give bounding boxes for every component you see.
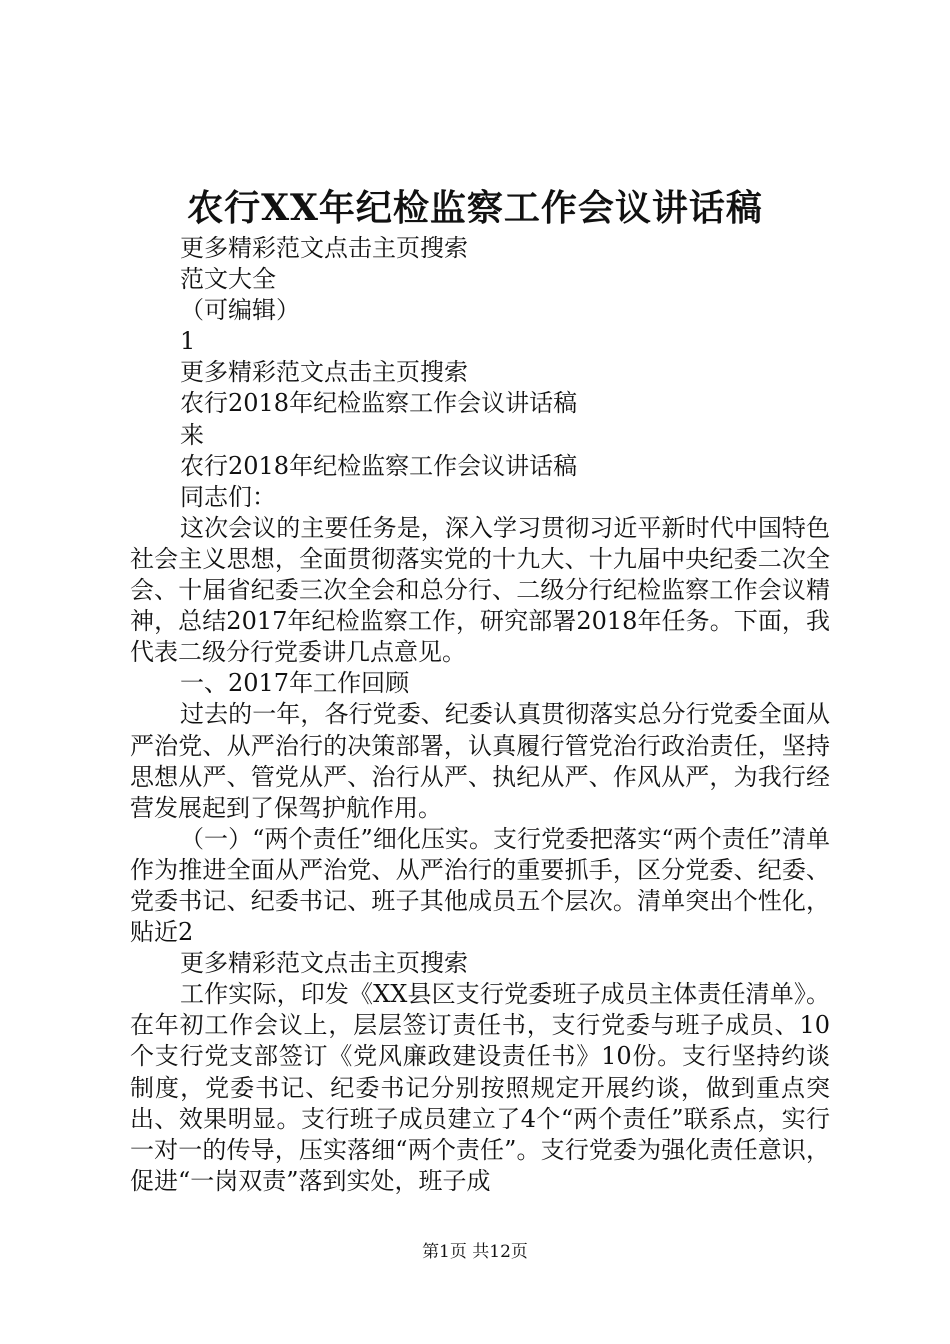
section-heading: 一、2017年工作回顾: [180, 669, 410, 698]
source-line: 来: [180, 420, 204, 449]
document-title: 农行XX年纪检监察工作会议讲话稿: [187, 187, 763, 229]
paragraph: （一）“两个责任”细化压实。支行党委把落实“两个责任”清单作为推进全面从严治党、从严治行的重要抓手，区分党委、纪委、党委书记、纪委书记、班子其他成员五个层次。清单突出个性化，贴近2: [130, 824, 830, 947]
page-marker: 1: [180, 327, 196, 356]
subtitle-line: 农行2018年纪检监察工作会议讲话稿: [180, 389, 578, 418]
page-footer: 第1页 共12页: [422, 1242, 528, 1262]
promo-line: 更多精彩范文点击主页搜索: [180, 358, 468, 387]
paragraph: 过去的一年，各行党委、纪委认真贯彻落实总分行党委全面从严治党、从严治行的决策部署，认真履行管党治行政治责任，坚持思想从严、管党从严、治行从严、执纪从严、作风从严，为我行经营发展起到了保驾护航作用。: [130, 700, 830, 822]
editable-note: （可编辑）: [180, 296, 300, 325]
fanwen-line: 范文大全: [180, 265, 276, 294]
subtitle-line: 农行2018年纪检监察工作会议讲话稿: [180, 451, 578, 480]
promo-line: 更多精彩范文点击主页搜索: [180, 949, 468, 978]
document-body: [130, 233, 830, 1197]
greeting: 同志们：: [180, 482, 276, 511]
paragraph: 工作实际，印发《XX县区支行党委班子成员主体责任清单》。在年初工作会议上，层层签订责任书，支行党委与班子成员、10个支行党支部签订《党风廉政建设责任书》10份。支行坚持约谈制度，党委书记、纪委书记分别按照规定开展约谈，做到重点突出、效果明显。支行班子成员建立了4个“两个责任”联系点，实行一对一的传导，压实落细“两个责任”。支行党委为强化责任意识，促进“一岗双责”落到实处，班子成: [130, 980, 830, 1195]
paragraph: 这次会议的主要任务是，深入学习贯彻习近平新时代中国特色社会主义思想，全面贯彻落实党的十九大、十九届中央纪委二次全会、十届省纪委三次全会和总分行、二级分行纪检监察工作会议精神，总结2017年纪检监察工作，研究部署2018年任务。下面，我代表二级分行党委讲几点意见。: [130, 513, 830, 667]
promo-line: 更多精彩范文点击主页搜索: [180, 234, 468, 262]
